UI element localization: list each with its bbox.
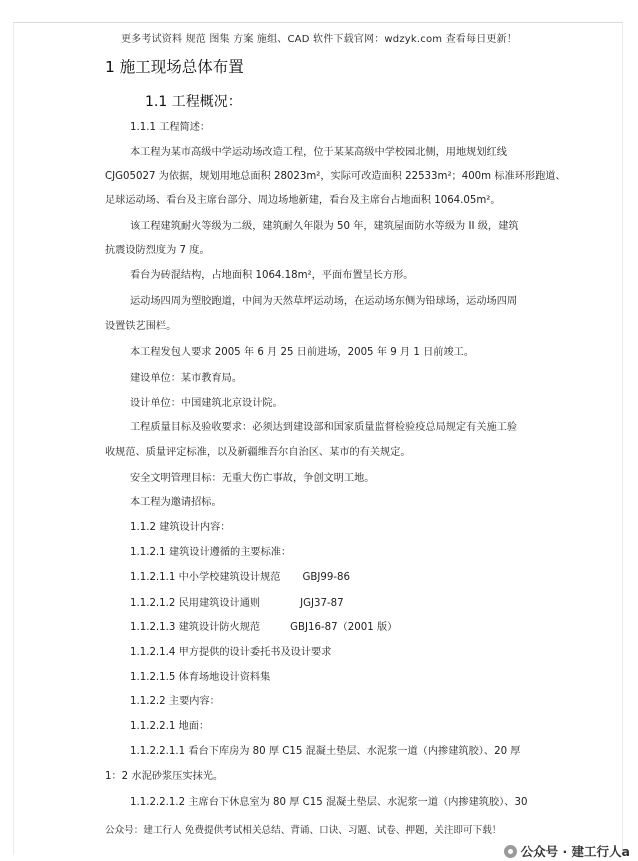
paragraph-line: 本工程发包人要求 2005 年 6 月 25 日前进场，2005 年 9 月 1 日前竣工。: [130, 347, 475, 358]
watermark-text: 公众号 · 建工行人a: [520, 844, 630, 859]
standard-name: 1.1.2.1.3 建筑设计防火规范: [130, 622, 261, 633]
paragraph-line: 抗震设防烈度为 7 度。: [105, 245, 210, 256]
subsection-title: 1.1.2 建筑设计内容：: [130, 522, 231, 533]
wechat-icon: [504, 845, 517, 858]
standard-name: 1.1.2.1.2 民用建筑设计通则: [130, 598, 261, 609]
paragraph-line: 设计单位：中国建筑北京设计院。: [130, 398, 283, 409]
subsection-title: 1.1.1 工程简述：: [130, 122, 211, 133]
paragraph-line: 设置铁艺围栏。: [105, 321, 177, 332]
paragraph-line: 运动场四周为塑胶跑道，中间为天然草坪运动场，在运动场东侧为铅球场，运动场四周: [130, 296, 518, 307]
standard-item: 1.1.2.1.5 体育场地设计资料集: [130, 672, 271, 683]
standard-code: GBJ16-87（2001 版）: [290, 622, 398, 633]
paragraph-line: CJG05027 为依据，规划用地总面积 28023m²，实际可改造面积 22533m²；400m 标准环形跑道、: [105, 171, 566, 182]
paragraph-line: 足球运动场、看台及主席台部分、周边场地新建，看台及主席台占地面积 1064.05m²。: [105, 195, 501, 206]
standard-name: 1.1.2.1.1 中小学校建筑设计规范: [130, 572, 281, 583]
subsection-title: 1.1.2.1 建筑设计遵循的主要标准：: [130, 547, 292, 558]
standard-item: [130, 597, 344, 611]
standard-code: JGJ37-87: [300, 598, 344, 609]
standard-item: 1.1.2.1.4 甲方提供的设计委托书及设计要求: [130, 647, 332, 658]
standard-item: [130, 621, 397, 635]
paragraph-line: 1：2 水泥砂浆压实抹光。: [105, 771, 224, 782]
standard-item: [130, 571, 350, 585]
paragraph-line: 本工程为某市高级中学运动场改造工程，位于某某高级中学校园北侧，用地规划红线: [130, 147, 507, 158]
paragraph-line: 该工程建筑耐火等级为二级，建筑耐久年限为 50 年，建筑屋面防水等级为 II 级，建筑: [130, 221, 519, 232]
standard-code: GBJ99-86: [302, 572, 350, 583]
paragraph-line: 安全文明管理目标：无重大伤亡事故，争创文明工地。: [130, 473, 375, 484]
paragraph-line: 建设单位：某市教育局。: [130, 373, 243, 384]
watermark: [504, 842, 630, 860]
bottom-ad: 公众号：建工行人 免费提供考试相关总结、背诵、口诀、习题、试卷、押题，关注即可下载！: [105, 825, 502, 836]
paragraph-line: 1.1.2.2.1.1 看台下库房为 80 厚 C15 混凝土垫层、水泥浆一道（内掺建筑胶）、20 厚: [130, 746, 521, 757]
paragraph-line: 工程质量目标及验收要求：必须达到建设部和国家质量监督检验疫总局规定有关施工验: [130, 422, 518, 433]
top-banner: 更多考试资料 规范 图集 方案 施组、CAD 软件下载官网：wdzyk.com 查看每日更新！: [120, 34, 517, 45]
subsection-title: 1.1.2.2.1 地面：: [130, 721, 210, 732]
paragraph-line: 看台为砖混结构，占地面积 1064.18m²，平面布置呈长方形。: [130, 270, 414, 281]
section-heading-1-1: 1.1 工程概况：: [145, 94, 242, 110]
section-heading-1: 1 施工现场总体布置: [105, 58, 244, 76]
paragraph-line: 本工程为邀请招标。: [130, 497, 222, 508]
paragraph-line: 1.1.2.2.1.2 主席台下休息室为 80 厚 C15 混凝土垫层、水泥浆一道（内掺建筑胶）、30: [130, 797, 528, 808]
subsection-title: 1.1.2.2 主要内容：: [130, 696, 220, 707]
paragraph-line: 收规范、质量评定标准，以及新疆维吾尔自治区、某市的有关规定。: [105, 447, 411, 458]
